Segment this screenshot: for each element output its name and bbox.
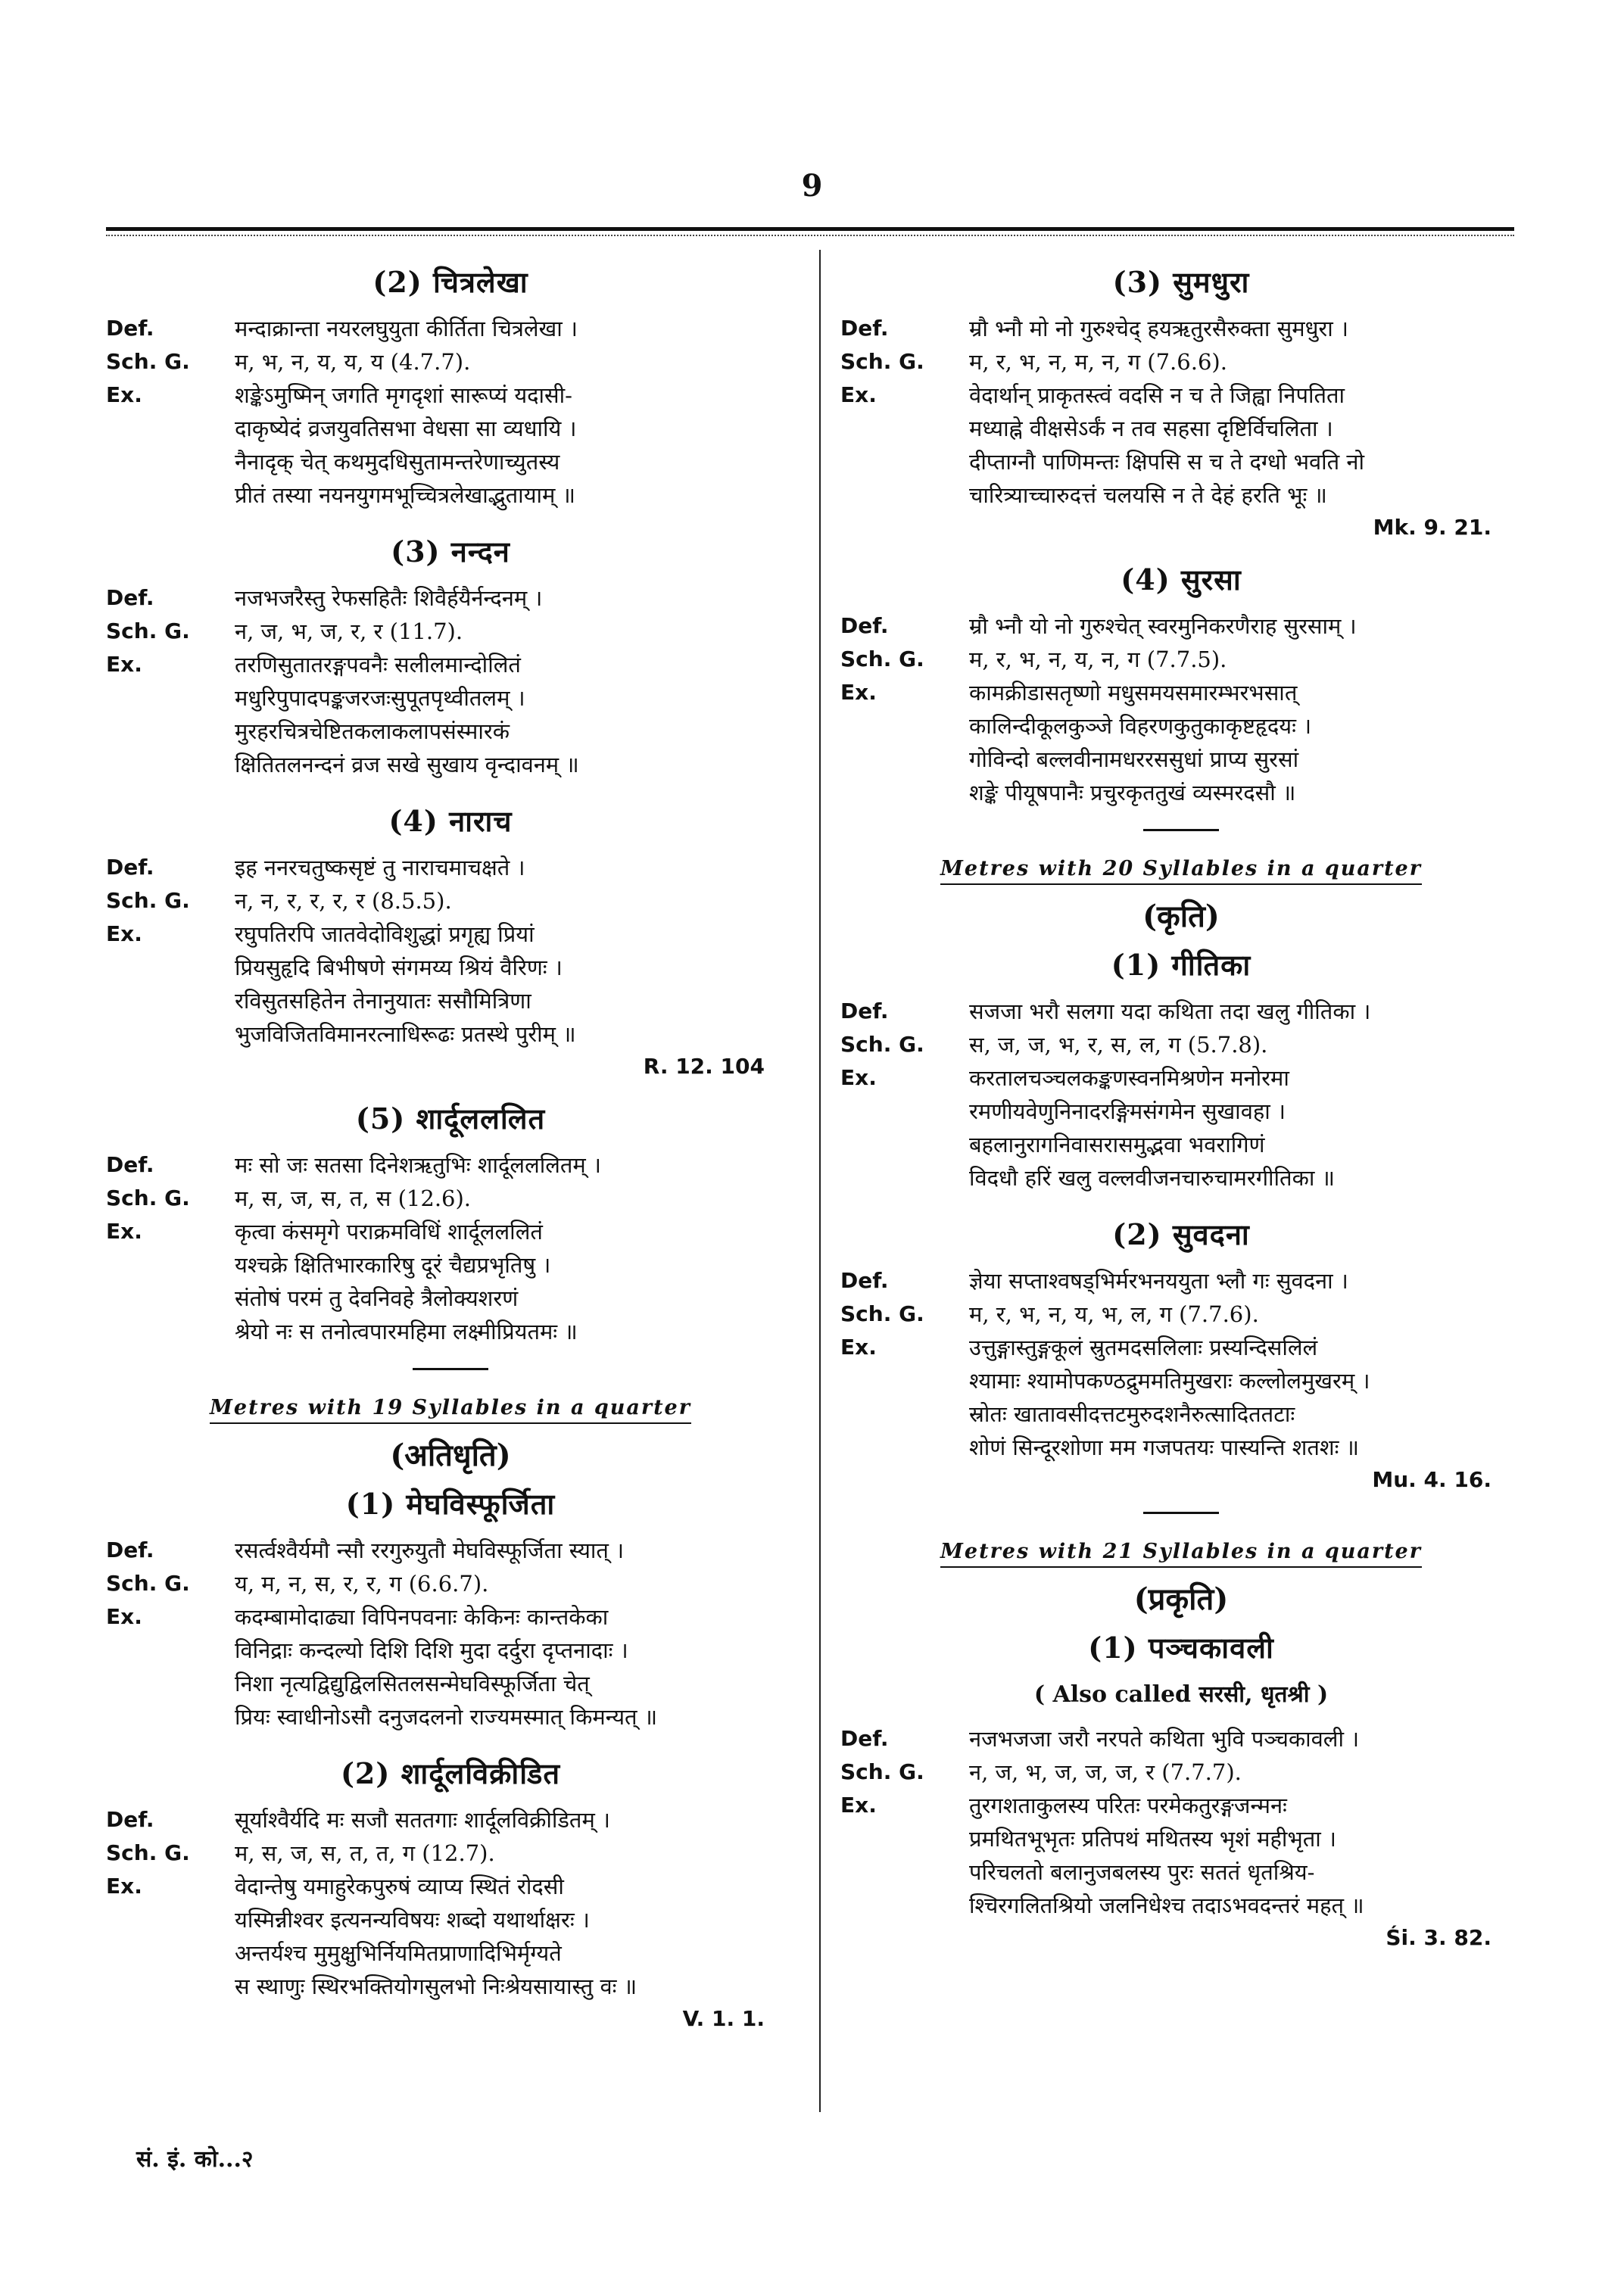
metre-title: (3) सुमधुरा (1112, 265, 1250, 299)
verse-line: प्रियः स्वाधीनोऽसौ दनुजदलनो राज्यमस्मात् किमन्यत् ॥ (235, 1704, 658, 1730)
verse-line: विदधौ हरिं खलु वल्लवीजनचारुचामरगीतिका ॥ (969, 1165, 1335, 1191)
verse-line: मध्याह्ने वीक्षसेऽर्कं न तव सहसा दृष्टिर्विचलिता । (969, 416, 1333, 441)
definition-label: Def. (106, 1537, 154, 1562)
example-text (969, 676, 1522, 809)
scheme-label: Sch. G. (840, 1032, 924, 1057)
example-row (106, 1600, 795, 1734)
verse-line: तुरगशताकुलस्य परितः परमेकतुरङ्गजन्मनः (969, 1793, 1287, 1818)
definition-text: सजजा भरौ सलगा यदा कथिता तदा खलु गीतिका । (969, 999, 1371, 1024)
metre-title: (4) नाराच (388, 804, 513, 838)
metre-title: (1) पञ्चकावली (1088, 1631, 1274, 1665)
verse-line: करतालचञ्चलकङ्कणस्वनमिश्रणेन मनोरमा (969, 1065, 1289, 1091)
definition-text: नजभजरैस्तु रेफसहितैः शिवैर्हयैर्नन्दनम् । (235, 585, 543, 611)
verse-line: मधुरिपुपादपङ्कजरजःसुपूतपृथ्वीतलम् । (235, 685, 525, 711)
metre-entry (106, 1753, 795, 2031)
definition-row (106, 312, 795, 345)
verse-line: निशा नृत्यद्विद्युद्विलसितलसन्मेघविस्फूर्जिता चेत् (235, 1671, 590, 1696)
verse-line: संतोषं परमं तु देवनिवहे त्रैलोक्यशरणं (235, 1285, 519, 1311)
example-label: Ex. (106, 1219, 142, 1244)
verse-line: नैनादृक् चेत् कथमुदधिसुतामन्तरेणाच्युतस्य (235, 449, 560, 475)
verse-line: यश्चक्रे क्षितिभारकारिषु दूरं चैद्यप्रभृतिषु । (235, 1252, 551, 1278)
metre-title: (5) शार्दूलललित (355, 1101, 546, 1136)
scheme-label: Sch. G. (106, 1840, 190, 1865)
section-heading: Metres with 21 Syllables in a quarter (840, 1540, 1522, 1563)
verse-line: स्रोतः खातावसीदत्तटमुरुदशनैरुत्सादिततटाः (969, 1401, 1295, 1427)
definition-label: Def. (106, 585, 154, 610)
verse-line: शोणं सिन्दूरशोणा मम गजपतयः पास्यन्ति शतशः ॥ (969, 1435, 1360, 1460)
scheme-label: Sch. G. (840, 1301, 924, 1326)
definition-text: नजभजजा जरौ नरपते कथिता भुवि पञ्चकावली । (969, 1726, 1360, 1752)
example-label: Ex. (840, 1065, 877, 1090)
example-text (235, 1600, 795, 1734)
verse-line: परिचलतो बलानुजबलस्य पुरः सततं धृतश्रिय- (969, 1859, 1315, 1885)
verse-line: गोविन्दो बल्लवीनामधररससुधां प्राप्य सुरसां (969, 746, 1299, 772)
metre-title: (1) मेघविस्फूर्जिता (345, 1487, 556, 1521)
definition-row (840, 1722, 1522, 1756)
source-reference: Śi. 3. 82. (1386, 1925, 1492, 1950)
example-row (106, 1215, 795, 1348)
metre-entry (840, 1628, 1522, 1950)
verse-line: अन्तर्यश्च मुमुक्षुभिर्नियमितप्राणादिभिर्मृग्यते (235, 1940, 562, 1966)
verse-line: विनिद्राः कन्दल्यो दिशि दिशि मुदा दर्दुरा दृप्तनादाः । (235, 1637, 628, 1663)
metre-alias: ( Also called सरसी, धृतश्री ) (1033, 1681, 1329, 1708)
verse-line: रविसुतसहितेन तेनानुयातः ससौमित्रिणा (235, 988, 531, 1014)
definition-text: सूर्याश्वैर्यदि मः सजौ सततगाः शार्दूलविक्रीडितम् । (235, 1807, 610, 1833)
metre-class-name: (प्रकृति) (1133, 1581, 1229, 1617)
scheme-text: न, ज, भ, ज, र, र (11.7). (235, 618, 463, 644)
definition-row (106, 1534, 795, 1567)
source-reference: Mk. 9. 21. (1373, 515, 1492, 540)
verse-line: बहलानुरागनिवासरासमुद्भवा भवरागिणं (969, 1132, 1265, 1157)
scheme-row (106, 1567, 795, 1600)
verse-line: दाकृष्येदं व्रजयुवतिसभा वेधसा सा व्यधायि । (235, 416, 577, 441)
definition-label: Def. (840, 999, 889, 1023)
verse-line: प्रियसुहृदि बिभीषणे संगमय्य श्रियं वैरिणः । (235, 955, 563, 980)
metre-entry (106, 1484, 795, 1734)
scheme-text: म, स, ज, स, त, स (12.6). (235, 1185, 472, 1211)
example-label: Ex. (106, 921, 142, 946)
scheme-row (840, 1298, 1522, 1331)
metre-title: (2) चित्रलेखा (372, 265, 528, 299)
definition-label: Def. (106, 1807, 154, 1832)
verse-line: श्चिरगलितश्रियो जलनिधेश्च तदाऽभवदन्तरं महत् ॥ (969, 1893, 1364, 1918)
section-heading: Metres with 20 Syllables in a quarter (840, 857, 1522, 880)
separator (1143, 829, 1219, 831)
example-row (840, 1789, 1522, 1922)
scheme-text: म, र, भ, न, य, भ, ल, ग (7.7.6). (969, 1301, 1259, 1327)
metre-title: (4) सुरसा (1121, 562, 1242, 597)
metre-entry (840, 945, 1522, 1195)
metre-class-name: (अतिधृति) (390, 1438, 511, 1473)
example-row (106, 918, 795, 1051)
example-text (235, 1215, 795, 1348)
verse-line: कामक्रीडासतृष्णो मधुसमयसमारम्भरभसात् (969, 680, 1298, 706)
verse-line: स स्थाणुः स्थिरभक्तियोगसुलभो निःश्रेयसायास्तु वः ॥ (235, 1974, 637, 1999)
example-row (106, 379, 795, 512)
scheme-text: य, म, न, स, र, र, ग (6.6.7). (235, 1571, 489, 1597)
definition-row (106, 1803, 795, 1837)
definition-text: मन्दाक्रान्ता नयरलघुयुता कीर्तिता चित्रलेखा । (235, 316, 578, 341)
verse-line: उत्तुङ्गास्तुङ्गकूलं स्रुतमदसलिलाः प्रस्यन्दिसलिलं (969, 1335, 1318, 1360)
scheme-row (106, 1182, 795, 1215)
metre-entry (106, 262, 795, 512)
example-label: Ex. (840, 1793, 877, 1818)
example-row (840, 1061, 1522, 1195)
scheme-label: Sch. G. (840, 349, 924, 374)
example-label: Ex. (840, 680, 877, 705)
verse-line: वेदार्थान् प्राकृतस्त्वं वदसि न च ते जिह्वा निपतिता (969, 382, 1345, 408)
metre-title: (1) गीतिका (1111, 948, 1252, 982)
header-rule (106, 227, 1514, 231)
definition-row (840, 312, 1522, 345)
source-reference: V. 1. 1. (682, 2006, 765, 2031)
scheme-text: म, स, ज, स, त, त, ग (12.7). (235, 1840, 495, 1866)
scheme-text: म, र, भ, न, य, न, ग (7.7.5). (969, 646, 1227, 672)
scheme-label: Sch. G. (106, 1571, 190, 1596)
scheme-label: Sch. G. (840, 646, 924, 671)
example-text (235, 379, 795, 512)
source-reference: Mu. 4. 16. (1372, 1467, 1492, 1492)
metre-entry (840, 1214, 1522, 1492)
definition-row (840, 1264, 1522, 1298)
verse-line: चारित्र्याच्चारुदत्तं चलयसि न ते देहं हरति भूः ॥ (969, 482, 1327, 508)
metre-entry (840, 559, 1522, 809)
example-row (106, 1870, 795, 2003)
definition-text: इह ननरचतुष्कसृष्टं तु नाराचमाचक्षते । (235, 855, 525, 880)
verse-line: क्षितितलनन्दनं व्रज सखे सुखाय वृन्दावनम् ॥ (235, 752, 579, 777)
section-heading: Metres with 19 Syllables in a quarter (106, 1396, 795, 1419)
verse-line: शङ्के पीयूषपानैः प्रचुरकृततुखं व्यस्मरदसौ ॥ (969, 780, 1296, 805)
example-label: Ex. (106, 1604, 142, 1629)
definition-label: Def. (840, 316, 889, 341)
definition-label: Def. (840, 1726, 889, 1751)
metre-title: (3) नन्दन (391, 534, 510, 569)
scheme-text: स, ज, ज, भ, र, स, ल, ग (5.7.8). (969, 1032, 1268, 1058)
scheme-row (106, 615, 795, 648)
example-text (969, 379, 1522, 512)
definition-row (840, 995, 1522, 1028)
left-column (106, 257, 795, 2051)
scheme-text: म, र, भ, न, म, न, ग (7.6.6). (969, 349, 1227, 375)
scheme-row (840, 1756, 1522, 1789)
page-number: 9 (801, 168, 823, 204)
scheme-label: Sch. G. (106, 349, 190, 374)
scheme-label: Sch. G. (106, 888, 190, 913)
verse-line: श्रेयो नः स तनोत्वपारमहिमा लक्ष्मीप्रियतमः ॥ (235, 1319, 578, 1344)
column-divider (819, 250, 821, 2112)
example-text (969, 1331, 1522, 1464)
metre-class-name: (कृति) (1142, 899, 1220, 934)
metre-title: (2) सुवदना (1112, 1217, 1250, 1251)
metre-entry (106, 531, 795, 781)
scheme-label: Sch. G. (840, 1759, 924, 1784)
definition-label: Def. (106, 316, 154, 341)
scheme-label: Sch. G. (106, 1185, 190, 1210)
scheme-label: Sch. G. (106, 618, 190, 643)
example-label: Ex. (106, 652, 142, 677)
scheme-row (840, 345, 1522, 379)
example-row (840, 379, 1522, 512)
example-row (840, 676, 1522, 809)
example-text (969, 1061, 1522, 1195)
verse-line: कालिन्दीकूलकुञ्जे विहरणकुतुकाकृष्टहृदयः । (969, 713, 1312, 739)
scheme-row (840, 643, 1522, 676)
header-rule-dotted (106, 235, 1514, 236)
example-label: Ex. (840, 382, 877, 407)
definition-label: Def. (840, 613, 889, 638)
page-footer: सं. इं. को...२ (136, 2146, 254, 2173)
scheme-row (106, 345, 795, 379)
example-label: Ex. (840, 1335, 877, 1360)
verse-line: प्रमथितभूभृतः प्रतिपथं मथितस्य भृशं महीभृता । (969, 1826, 1337, 1852)
scheme-row (106, 1837, 795, 1870)
definition-label: Def. (106, 855, 154, 880)
source-reference: R. 12. 104 (643, 1054, 765, 1079)
example-label: Ex. (106, 382, 142, 407)
scheme-text: न, ज, भ, ज, ज, ज, र (7.7.7). (969, 1759, 1242, 1785)
verse-line: वेदान्तेषु यमाहुरेकपुरुषं व्याप्य स्थितं रोदसी (235, 1874, 564, 1899)
example-text (235, 1870, 795, 2003)
right-column (840, 257, 1522, 1970)
separator (413, 1368, 488, 1370)
verse-line: श्यामाः श्यामोपकण्ठद्रुममतिमुखराः कल्लोलमुखरम् । (969, 1368, 1370, 1394)
definition-row (106, 1148, 795, 1182)
definition-text: म्रौ भ्नौ यो नो गुरुश्चेत् स्वरमुनिकरणैराह सुरसाम् । (969, 613, 1357, 639)
verse-line: कदम्बामोदाढ्या विपिनपवनाः केकिनः कान्तकेका (235, 1604, 609, 1630)
example-text (235, 918, 795, 1051)
definition-label: Def. (840, 1268, 889, 1293)
scheme-row (840, 1028, 1522, 1061)
example-label: Ex. (106, 1874, 142, 1899)
metre-title: (2) शार्दूलविक्रीडित (340, 1756, 561, 1790)
metre-entry (840, 262, 1522, 540)
metre-entry (106, 801, 795, 1079)
verse-line: शङ्केऽमुष्मिन् जगति मृगदृशां सारूप्यं यदासी- (235, 382, 572, 408)
definition-text: म्रौ भ्नौ मो नो गुरुश्चेद् हयऋतुरसैरुक्ता सुमधुरा । (969, 316, 1349, 341)
scheme-text: म, भ, न, य, य, य (4.7.7). (235, 349, 471, 375)
verse-line: मुरहरचित्रचेष्टितकलाकलापसंस्मारकं (235, 718, 510, 744)
verse-line: भुजविजितविमानरत्नाधिरूढः प्रतस्थे पुरीम् ॥ (235, 1021, 576, 1047)
scheme-row (106, 884, 795, 918)
verse-line: कृत्वा कंसमृगे पराक्रमविधिं शार्दूलललितं (235, 1219, 543, 1245)
verse-line: तरणिसुतातरङ्गपवनैः सलीलमान्दोलितं (235, 652, 521, 678)
verse-line: प्रीतं तस्या नयनयुगमभूच्चित्रलेखाद्भुतायाम् ॥ (235, 482, 575, 508)
verse-line: रघुपतिरपि जातवेदोविशुद्धां प्रगृह्य प्रियां (235, 921, 535, 947)
verse-line: रमणीयवेणुनिनादरङ्गिमसंगमेन सुखावहा । (969, 1098, 1286, 1124)
example-row (840, 1331, 1522, 1464)
definition-text: ज्ञेया सप्ताश्वषड्भिर्मरभनययुता भ्लौ गः सुवदना । (969, 1268, 1348, 1294)
example-row (106, 648, 795, 781)
definition-label: Def. (106, 1152, 154, 1177)
verse-line: यस्मिन्नीश्वर इत्यनन्यविषयः शब्दो यथार्थाक्षरः । (235, 1907, 590, 1933)
example-text (235, 648, 795, 781)
definition-text: रसर्त्वश्वैर्यमौ न्सौ ररगुरुयुतौ मेघविस्फूर्जिता स्यात् । (235, 1537, 625, 1563)
verse-line: दीप्ताग्नौ पाणिमन्तः क्षिपसि स च ते दग्धो भवति नो (969, 449, 1364, 475)
definition-row (106, 851, 795, 884)
example-text (969, 1789, 1522, 1922)
definition-row (840, 609, 1522, 643)
metre-entry (106, 1098, 795, 1348)
separator (1143, 1512, 1219, 1514)
scheme-text: न, न, र, र, र, र (8.5.5). (235, 888, 452, 914)
definition-text: मः सो जः सतसा दिनेशऋतुभिः शार्दूलललितम् । (235, 1152, 601, 1178)
definition-row (106, 581, 795, 615)
